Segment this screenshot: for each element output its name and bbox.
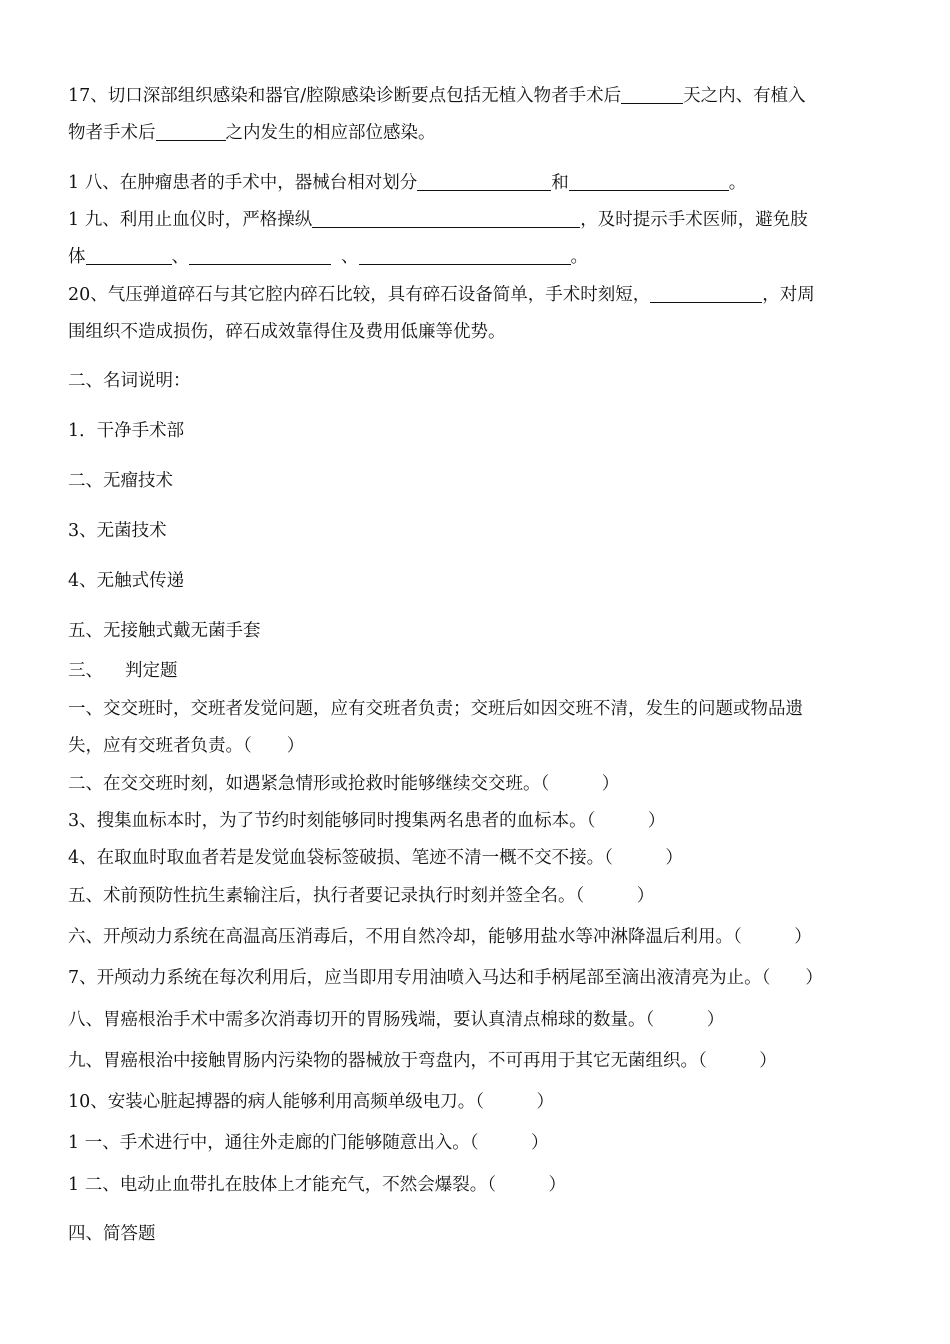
answer-blank[interactable] [312,209,580,228]
judgment-item: 六、开颅动力系统在高温高压消毒后，不用自然冷却，能够用盐水等冲淋降温后利用。（ ） [68,927,812,947]
question-20-line-1 [68,283,888,307]
term-item: 1．干净手术部 [68,421,185,441]
question-19-line-1 [68,208,888,232]
judgment-item-1-line-1: 一、交交班时，交班者发觉问题，应有交班者负责；交班后如因交班不清，发生的问题或物品遗 [68,699,803,719]
question-text: 17、切口深部组织感染和器官/腔隙感染诊断要点包括无植入物者手术后 [68,86,622,106]
question-text: 20、气压弹道碎石与其它腔内碎石比较，具有碎石设备简单，手术时刻短， [68,285,651,305]
question-17-line-2 [68,121,888,145]
judgment-item-1-line-2: 失，应有交班者负责。（ ） [68,736,305,756]
section-2-heading: 二、名词说明： [68,371,191,391]
judgment-item: 1 二、电动止血带扎在肢体上才能充气，不然会爆裂。（ ） [68,1175,566,1195]
term-item: 3、无菌技术 [68,521,167,541]
question-text: 1 八、在肿瘤患者的手术中，器械台相对划分 [68,173,418,193]
question-20-line-2 [68,320,888,344]
term-item: 五、无接触式戴无菌手套 [68,621,261,641]
question-text: 和 [551,173,569,193]
judgment-item: 二、在交交班时刻，如遇紧急情形或抢救时能够继续交交班。（ ） [68,774,620,794]
question-text: ，及时提示手术医师，避免肢 [580,210,808,230]
question-18 [68,171,888,195]
question-text: 、 [171,247,189,267]
question-19-line-2 [68,245,888,269]
answer-blank[interactable] [650,284,762,303]
term-item: 4、无触式传递 [68,571,185,591]
question-text: 围组织不造成损伤，碎石成效靠得住及费用低廉等优势。 [68,322,506,342]
answer-blank[interactable] [417,172,551,191]
question-text: 之内发生的相应部位感染。 [225,123,436,143]
section-4-heading: 四、简答题 [68,1224,156,1244]
judgment-item: 1 一、手术进行中，通往外走廊的门能够随意出入。（ ） [68,1133,549,1153]
answer-blank[interactable] [156,122,226,141]
question-text: 。 [728,173,747,193]
judgment-item: 八、胃癌根治手术中需多次消毒切开的胃肠残端，要认真清点棉球的数量。（ ） [68,1010,725,1030]
judgment-item: 10、安装心脏起搏器的病人能够利用高频单级电刀。（ ） [68,1092,555,1112]
question-text: ，对周 [762,285,815,305]
judgment-item: 五、术前预防性抗生素输注后，执行者要记录执行时刻并签全名。（ ） [68,886,655,906]
judgment-item: 7、开颅动力系统在每次利用后，应当即用专用油喷入马达和手柄尾部至滴出液清亮为止。（ ） [68,968,823,988]
answer-blank[interactable] [359,246,571,265]
question-text: 天之内、有植入 [683,86,806,106]
answer-blank[interactable] [621,85,683,104]
question-text: 体 [68,247,86,267]
judgment-item: 4、在取血时取血者若是发觉血袋标签破损、笔迹不清一概不交不接。（ ） [68,848,683,868]
judgment-item: 九、胃癌根治中接触胃肠内污染物的器械放于弯盘内，不可再用于其它无菌组织。（ ） [68,1051,777,1071]
question-text: 1 九、利用止血仪时，严格操纵 [68,210,313,230]
term-item: 二、无瘤技术 [68,471,173,491]
judgment-item: 3、搜集血标本时，为了节约时刻能够同时搜集两名患者的血标本。（ ） [68,811,666,831]
answer-blank[interactable] [569,172,729,191]
question-text: 、 [341,247,359,267]
question-text: 。 [570,247,588,267]
section-3-heading: 三、 判定题 [68,661,178,681]
answer-blank[interactable] [86,246,172,265]
question-text: 物者手术后 [68,123,156,143]
question-17-line-1 [68,84,888,108]
answer-blank[interactable] [189,246,331,265]
